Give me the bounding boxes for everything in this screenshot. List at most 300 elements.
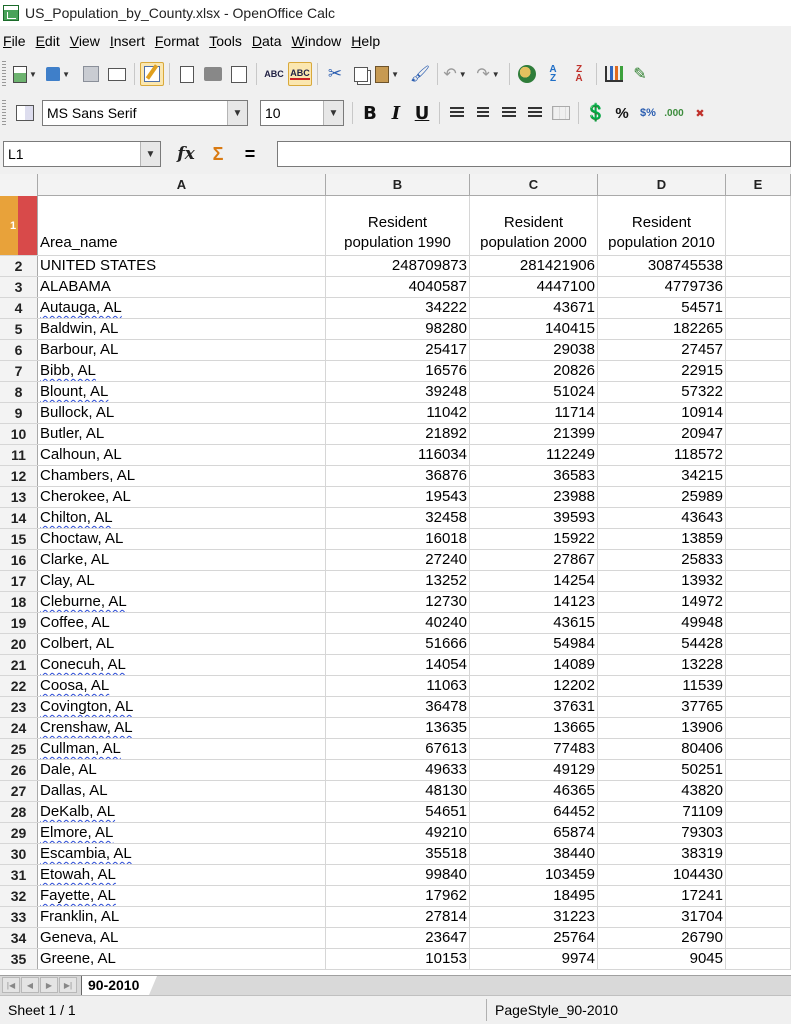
column-header-b[interactable]: B bbox=[326, 174, 470, 196]
save-icon bbox=[83, 66, 99, 82]
table-row bbox=[0, 445, 791, 466]
cell-pop-2010[interactable]: 13228 bbox=[598, 655, 726, 675]
underline-button[interactable]: U bbox=[414, 102, 430, 124]
table-header-row bbox=[0, 196, 791, 256]
cell-pop-2010[interactable]: 13859 bbox=[598, 529, 726, 549]
cell-pop-2000[interactable]: 12202 bbox=[470, 676, 598, 696]
empty-cell[interactable] bbox=[726, 277, 791, 297]
cell-pop-2000[interactable]: 38440 bbox=[470, 844, 598, 864]
cell-area-name[interactable]: Clay, AL bbox=[38, 571, 326, 591]
row-header[interactable]: 24 bbox=[0, 718, 38, 738]
page-preview-button[interactable] bbox=[227, 62, 251, 86]
row-header[interactable]: 34 bbox=[0, 928, 38, 948]
cell-pop-1990[interactable]: 27814 bbox=[326, 907, 470, 927]
align-center-button[interactable] bbox=[471, 101, 495, 125]
menu-window[interactable]: Window bbox=[291, 33, 342, 49]
empty-cell[interactable] bbox=[726, 613, 791, 633]
cell-pop-2010[interactable]: 50251 bbox=[598, 760, 726, 780]
cell-pop-2000[interactable]: 77483 bbox=[470, 739, 598, 759]
cell-pop-1990[interactable]: 12730 bbox=[326, 592, 470, 612]
printer-icon bbox=[204, 67, 222, 81]
row-header[interactable]: 28 bbox=[0, 802, 38, 822]
cell-pop-2000[interactable]: 65874 bbox=[470, 823, 598, 843]
undo-button[interactable] bbox=[443, 62, 467, 86]
cell-pop-1990[interactable]: 36876 bbox=[326, 466, 470, 486]
copy-button[interactable] bbox=[349, 62, 373, 86]
edit-file-button[interactable] bbox=[140, 62, 164, 86]
cell-pop-2000[interactable]: 64452 bbox=[470, 802, 598, 822]
sheet-tab-90-2010[interactable]: 90-2010 bbox=[81, 976, 149, 995]
cell-pop-2010[interactable]: 11539 bbox=[598, 676, 726, 696]
cell-pop-2000[interactable]: 29038 bbox=[470, 340, 598, 360]
cell-area-name[interactable]: Etowah, AL bbox=[38, 865, 326, 885]
cell-area-name[interactable]: Cherokee, AL bbox=[38, 487, 326, 507]
cell-pop-1990[interactable]: 40240 bbox=[326, 613, 470, 633]
row-header[interactable]: 31 bbox=[0, 865, 38, 885]
cell-pop-2010[interactable]: 10914 bbox=[598, 403, 726, 423]
justify-button[interactable] bbox=[523, 101, 547, 125]
cell-pop-2010[interactable]: 43820 bbox=[598, 781, 726, 801]
cell-pop-2010[interactable]: 38319 bbox=[598, 844, 726, 864]
cell-pop-1990[interactable]: 39248 bbox=[326, 382, 470, 402]
cell-pop-2010[interactable]: 25833 bbox=[598, 550, 726, 570]
header-cell-area-name[interactable]: Area_name bbox=[38, 196, 326, 255]
function-wizard-button[interactable] bbox=[173, 141, 199, 167]
cell-pop-1990[interactable]: 13252 bbox=[326, 571, 470, 591]
cell-area-name[interactable]: Franklin, AL bbox=[38, 907, 326, 927]
cell-pop-1990[interactable]: 25417 bbox=[326, 340, 470, 360]
row-header[interactable]: 3 bbox=[0, 277, 38, 297]
cell-pop-2010[interactable]: 31704 bbox=[598, 907, 726, 927]
row-header[interactable]: 32 bbox=[0, 886, 38, 906]
cell-area-name[interactable]: Autauga, AL bbox=[38, 298, 326, 318]
cell-pop-2010[interactable]: 27457 bbox=[598, 340, 726, 360]
cell-area-name[interactable]: Blount, AL bbox=[38, 382, 326, 402]
empty-cell[interactable] bbox=[726, 529, 791, 549]
chevron-down-icon[interactable]: ▼ bbox=[227, 101, 247, 125]
cell-pop-2000[interactable]: 112249 bbox=[470, 445, 598, 465]
sum-button[interactable] bbox=[205, 141, 231, 167]
row-header[interactable]: 13 bbox=[0, 487, 38, 507]
menu-tools[interactable]: Tools bbox=[209, 33, 242, 49]
cell-pop-1990[interactable]: 19543 bbox=[326, 487, 470, 507]
copy-icon bbox=[354, 67, 368, 82]
cell-area-name[interactable]: Dallas, AL bbox=[38, 781, 326, 801]
cell-pop-2000[interactable]: 20826 bbox=[470, 361, 598, 381]
row-header[interactable]: 27 bbox=[0, 781, 38, 801]
cell-area-name[interactable]: Covington, AL bbox=[38, 697, 326, 717]
cell-pop-1990[interactable]: 35518 bbox=[326, 844, 470, 864]
cell-pop-2000[interactable]: 51024 bbox=[470, 382, 598, 402]
menu-help[interactable]: Help bbox=[351, 33, 381, 49]
chevron-down-icon: ▼ bbox=[491, 69, 500, 79]
formula-input[interactable] bbox=[277, 141, 791, 167]
cell-area-name[interactable]: Fayette, AL bbox=[38, 886, 326, 906]
empty-cell[interactable] bbox=[726, 886, 791, 906]
cell-pop-2000[interactable]: 15922 bbox=[470, 529, 598, 549]
cell-pop-2010[interactable]: 9045 bbox=[598, 949, 726, 969]
standard-format-button[interactable] bbox=[636, 101, 660, 125]
first-sheet-button[interactable]: |◀ bbox=[2, 977, 20, 993]
cell-pop-2000[interactable]: 37631 bbox=[470, 697, 598, 717]
row-header[interactable]: 22 bbox=[0, 676, 38, 696]
cell-pop-2000[interactable]: 54984 bbox=[470, 634, 598, 654]
column-header-a[interactable]: A bbox=[38, 174, 326, 196]
clone-formatting-button[interactable] bbox=[408, 62, 432, 86]
empty-cell[interactable] bbox=[726, 739, 791, 759]
row-header[interactable]: 19 bbox=[0, 613, 38, 633]
font-name-combo[interactable] bbox=[42, 100, 248, 126]
cell-pop-2000[interactable]: 31223 bbox=[470, 907, 598, 927]
header-cell-pop-1990[interactable]: Resident population 1990 bbox=[326, 196, 470, 255]
cell-area-name[interactable]: Bibb, AL bbox=[38, 361, 326, 381]
cell-pop-1990[interactable]: 21892 bbox=[326, 424, 470, 444]
empty-cell[interactable] bbox=[726, 676, 791, 696]
cell-area-name[interactable]: Dale, AL bbox=[38, 760, 326, 780]
cell-pop-2000[interactable]: 140415 bbox=[470, 319, 598, 339]
cell-pop-2010[interactable]: 25989 bbox=[598, 487, 726, 507]
italic-button[interactable]: I bbox=[391, 102, 401, 124]
cell-pop-1990[interactable]: 49633 bbox=[326, 760, 470, 780]
cell-area-name[interactable]: Elmore, AL bbox=[38, 823, 326, 843]
empty-cell[interactable] bbox=[726, 781, 791, 801]
cell-pop-2010[interactable]: 54428 bbox=[598, 634, 726, 654]
cell-pop-2010[interactable]: 13906 bbox=[598, 718, 726, 738]
empty-cell[interactable] bbox=[726, 844, 791, 864]
menu-view[interactable]: View bbox=[69, 33, 100, 49]
table-row bbox=[0, 361, 791, 382]
select-all-corner[interactable] bbox=[0, 174, 38, 196]
cell-pop-1990[interactable]: 16018 bbox=[326, 529, 470, 549]
currency-icon: 💲 bbox=[585, 103, 607, 122]
cell-pop-2000[interactable]: 43615 bbox=[470, 613, 598, 633]
column-header-d[interactable]: D bbox=[598, 174, 726, 196]
cell-area-name[interactable]: Chambers, AL bbox=[38, 466, 326, 486]
row-header[interactable]: 9 bbox=[0, 403, 38, 423]
cell-pop-2000[interactable]: 11714 bbox=[470, 403, 598, 423]
cell-pop-1990[interactable]: 11063 bbox=[326, 676, 470, 696]
row-header[interactable]: 21 bbox=[0, 655, 38, 675]
print-button[interactable] bbox=[201, 62, 225, 86]
redo-button[interactable] bbox=[476, 62, 500, 86]
empty-cell[interactable] bbox=[726, 340, 791, 360]
empty-cell[interactable] bbox=[726, 382, 791, 402]
next-sheet-button[interactable]: ▶ bbox=[40, 977, 58, 993]
email-button[interactable] bbox=[105, 62, 129, 86]
empty-cell[interactable] bbox=[726, 445, 791, 465]
cell-pop-2000[interactable]: 21399 bbox=[470, 424, 598, 444]
cell-pop-1990[interactable]: 248709873 bbox=[326, 256, 470, 276]
row-header[interactable]: 12 bbox=[0, 466, 38, 486]
cell-pop-1990[interactable]: 98280 bbox=[326, 319, 470, 339]
empty-cell[interactable] bbox=[726, 571, 791, 591]
cell-pop-2010[interactable]: 182265 bbox=[598, 319, 726, 339]
cell-pop-1990[interactable]: 17962 bbox=[326, 886, 470, 906]
cell-pop-2010[interactable]: 118572 bbox=[598, 445, 726, 465]
row-header[interactable]: 16 bbox=[0, 550, 38, 570]
row-header[interactable]: 10 bbox=[0, 424, 38, 444]
header-cell-pop-2010[interactable]: Resident population 2010 bbox=[598, 196, 726, 255]
cell-pop-2000[interactable]: 25764 bbox=[470, 928, 598, 948]
align-right-button[interactable] bbox=[497, 101, 521, 125]
empty-cell[interactable] bbox=[726, 256, 791, 276]
cell-pop-1990[interactable]: 32458 bbox=[326, 508, 470, 528]
cell-area-name[interactable]: Choctaw, AL bbox=[38, 529, 326, 549]
cell-pop-1990[interactable]: 48130 bbox=[326, 781, 470, 801]
cell-pop-2010[interactable]: 104430 bbox=[598, 865, 726, 885]
table-row bbox=[0, 277, 791, 298]
empty-cell[interactable] bbox=[726, 550, 791, 570]
cell-pop-1990[interactable]: 116034 bbox=[326, 445, 470, 465]
cell-pop-2010[interactable]: 308745538 bbox=[598, 256, 726, 276]
cell-pop-1990[interactable]: 23647 bbox=[326, 928, 470, 948]
empty-cell[interactable] bbox=[726, 592, 791, 612]
sort-descending-button[interactable] bbox=[567, 62, 591, 86]
cell-area-name[interactable]: Conecuh, AL bbox=[38, 655, 326, 675]
cell-pop-2010[interactable]: 80406 bbox=[598, 739, 726, 759]
cell-pop-2000[interactable]: 14123 bbox=[470, 592, 598, 612]
bold-button[interactable]: B bbox=[363, 102, 377, 124]
cell-pop-2010[interactable]: 54571 bbox=[598, 298, 726, 318]
percent-format-button[interactable] bbox=[610, 101, 634, 125]
empty-cell[interactable] bbox=[726, 487, 791, 507]
cell-pop-2010[interactable]: 49948 bbox=[598, 613, 726, 633]
row-header[interactable]: 30 bbox=[0, 844, 38, 864]
row-header[interactable]: 20 bbox=[0, 634, 38, 654]
empty-cell[interactable] bbox=[726, 298, 791, 318]
table-row bbox=[0, 382, 791, 403]
delete-decimal-icon: ✖ bbox=[695, 107, 705, 120]
cell-pop-2010[interactable]: 4779736 bbox=[598, 277, 726, 297]
cell-pop-2000[interactable]: 4447100 bbox=[470, 277, 598, 297]
align-left-icon bbox=[450, 107, 464, 119]
cell-pop-1990[interactable]: 27240 bbox=[326, 550, 470, 570]
draw-functions-button[interactable] bbox=[628, 62, 652, 86]
status-page-style[interactable]: PageStyle_90-2010 bbox=[495, 1002, 618, 1018]
cell-area-name[interactable]: Butler, AL bbox=[38, 424, 326, 444]
cell-area-name[interactable]: Coosa, AL bbox=[38, 676, 326, 696]
cell-pop-2000[interactable]: 43671 bbox=[470, 298, 598, 318]
cell-area-name[interactable]: Cullman, AL bbox=[38, 739, 326, 759]
empty-cell[interactable] bbox=[726, 907, 791, 927]
cell-pop-2000[interactable]: 23988 bbox=[470, 487, 598, 507]
cell-pop-2000[interactable]: 281421906 bbox=[470, 256, 598, 276]
cell-pop-1990[interactable]: 16576 bbox=[326, 361, 470, 381]
cell-area-name[interactable]: Crenshaw, AL bbox=[38, 718, 326, 738]
cell-pop-2000[interactable]: 27867 bbox=[470, 550, 598, 570]
cell-pop-1990[interactable]: 11042 bbox=[326, 403, 470, 423]
insert-chart-button[interactable] bbox=[602, 62, 626, 86]
auto-spellcheck-icon: ABC bbox=[290, 68, 310, 78]
function-button[interactable] bbox=[237, 141, 263, 167]
cell-pop-1990[interactable]: 36478 bbox=[326, 697, 470, 717]
row-header[interactable]: 7 bbox=[0, 361, 38, 381]
grid-rows bbox=[0, 196, 791, 970]
header-cell-pop-2000[interactable]: Resident population 2000 bbox=[470, 196, 598, 255]
row-header[interactable]: 18 bbox=[0, 592, 38, 612]
column-header-c[interactable]: C bbox=[470, 174, 598, 196]
row-header[interactable]: 6 bbox=[0, 340, 38, 360]
cell-pop-2010[interactable]: 34215 bbox=[598, 466, 726, 486]
row-header[interactable]: 14 bbox=[0, 508, 38, 528]
cell-area-name[interactable]: ALABAMA bbox=[38, 277, 326, 297]
cell-area-name[interactable]: DeKalb, AL bbox=[38, 802, 326, 822]
cell-area-name[interactable]: Chilton, AL bbox=[38, 508, 326, 528]
cell-pop-2010[interactable]: 57322 bbox=[598, 382, 726, 402]
row-header[interactable]: 11 bbox=[0, 445, 38, 465]
empty-cell[interactable] bbox=[726, 865, 791, 885]
add-decimal-button[interactable] bbox=[662, 101, 686, 125]
cell-pop-1990[interactable]: 34222 bbox=[326, 298, 470, 318]
row-header[interactable]: 17 bbox=[0, 571, 38, 591]
row-header[interactable]: 1 bbox=[0, 196, 38, 255]
export-pdf-button[interactable] bbox=[175, 62, 199, 86]
align-left-button[interactable] bbox=[445, 101, 469, 125]
row-header[interactable]: 25 bbox=[0, 739, 38, 759]
toolbar-grip[interactable] bbox=[2, 100, 6, 126]
currency-format-button[interactable] bbox=[584, 101, 608, 125]
cell-pop-1990[interactable]: 4040587 bbox=[326, 277, 470, 297]
previous-sheet-button[interactable]: ◀ bbox=[21, 977, 39, 993]
navigator-button[interactable] bbox=[515, 62, 539, 86]
cell-pop-2010[interactable]: 22915 bbox=[598, 361, 726, 381]
cell-pop-2000[interactable]: 9974 bbox=[470, 949, 598, 969]
merge-cells-button[interactable] bbox=[549, 101, 573, 125]
empty-cell[interactable] bbox=[726, 361, 791, 381]
cell-pop-2000[interactable]: 18495 bbox=[470, 886, 598, 906]
cell-pop-2000[interactable]: 14254 bbox=[470, 571, 598, 591]
empty-cell[interactable] bbox=[726, 760, 791, 780]
row-header[interactable]: 26 bbox=[0, 760, 38, 780]
empty-cell[interactable] bbox=[726, 403, 791, 423]
spreadsheet-grid[interactable] bbox=[0, 174, 791, 975]
empty-cell[interactable] bbox=[726, 802, 791, 822]
cell-pop-1990[interactable]: 10153 bbox=[326, 949, 470, 969]
column-header-e[interactable]: E bbox=[726, 174, 791, 196]
table-row bbox=[0, 508, 791, 529]
cell-area-name[interactable]: Cleburne, AL bbox=[38, 592, 326, 612]
menu-file[interactable]: File bbox=[3, 33, 26, 49]
cell-pop-2010[interactable]: 79303 bbox=[598, 823, 726, 843]
cell-pop-2000[interactable]: 103459 bbox=[470, 865, 598, 885]
cell-area-name[interactable]: UNITED STATES bbox=[38, 256, 326, 276]
save-button[interactable] bbox=[79, 62, 103, 86]
menu-edit[interactable]: Edit bbox=[35, 33, 60, 49]
cell-area-name[interactable]: Barbour, AL bbox=[38, 340, 326, 360]
last-sheet-button[interactable]: ▶| bbox=[59, 977, 77, 993]
cell-pop-2000[interactable]: 13665 bbox=[470, 718, 598, 738]
auto-spellcheck-button[interactable] bbox=[288, 62, 312, 86]
empty-cell[interactable] bbox=[726, 949, 791, 969]
styles-button[interactable] bbox=[13, 101, 37, 125]
empty-cell[interactable] bbox=[726, 697, 791, 717]
spellcheck-button[interactable] bbox=[262, 62, 286, 86]
empty-cell[interactable] bbox=[726, 718, 791, 738]
row-header[interactable]: 8 bbox=[0, 382, 38, 402]
table-row bbox=[0, 613, 791, 634]
empty-cell[interactable] bbox=[726, 424, 791, 444]
empty-cell[interactable] bbox=[726, 508, 791, 528]
cell-pop-1990[interactable]: 13635 bbox=[326, 718, 470, 738]
cell-area-name[interactable]: Greene, AL bbox=[38, 949, 326, 969]
cell-pop-1990[interactable]: 51666 bbox=[326, 634, 470, 654]
clipboard-icon bbox=[375, 66, 389, 83]
cell-pop-2010[interactable]: 71109 bbox=[598, 802, 726, 822]
empty-cell[interactable] bbox=[726, 319, 791, 339]
row-header[interactable]: 29 bbox=[0, 823, 38, 843]
cell-area-name[interactable]: Geneva, AL bbox=[38, 928, 326, 948]
cell-pop-2010[interactable]: 20947 bbox=[598, 424, 726, 444]
cell-pop-1990[interactable]: 67613 bbox=[326, 739, 470, 759]
chevron-down-icon[interactable]: ▼ bbox=[323, 101, 343, 125]
cell-pop-2000[interactable]: 39593 bbox=[470, 508, 598, 528]
delete-decimal-button[interactable] bbox=[688, 101, 712, 125]
row-header[interactable]: 35 bbox=[0, 949, 38, 969]
cell-pop-2000[interactable]: 36583 bbox=[470, 466, 598, 486]
menu-bar bbox=[0, 28, 791, 54]
cell-pop-2010[interactable]: 13932 bbox=[598, 571, 726, 591]
table-row bbox=[0, 319, 791, 340]
open-button[interactable] bbox=[46, 62, 70, 86]
row-header[interactable]: 4 bbox=[0, 298, 38, 318]
cell-area-name[interactable]: Escambia, AL bbox=[38, 844, 326, 864]
empty-cell[interactable] bbox=[726, 655, 791, 675]
empty-cell[interactable] bbox=[726, 928, 791, 948]
table-row bbox=[0, 298, 791, 319]
cell-pop-1990[interactable]: 49210 bbox=[326, 823, 470, 843]
cell-area-name[interactable]: Baldwin, AL bbox=[38, 319, 326, 339]
cell-pop-2010[interactable]: 37765 bbox=[598, 697, 726, 717]
cell-pop-2010[interactable]: 17241 bbox=[598, 886, 726, 906]
menu-data[interactable]: Data bbox=[251, 33, 282, 49]
cell-pop-2000[interactable]: 14089 bbox=[470, 655, 598, 675]
cell-pop-2010[interactable]: 26790 bbox=[598, 928, 726, 948]
font-size-combo[interactable] bbox=[260, 100, 344, 126]
chevron-down-icon[interactable]: ▼ bbox=[140, 142, 160, 166]
row-header[interactable]: 23 bbox=[0, 697, 38, 717]
cell-area-name[interactable]: Bullock, AL bbox=[38, 403, 326, 423]
cell-area-name[interactable]: Calhoun, AL bbox=[38, 445, 326, 465]
cell-pop-2010[interactable]: 14972 bbox=[598, 592, 726, 612]
new-document-button[interactable] bbox=[13, 62, 37, 86]
row-header[interactable]: 5 bbox=[0, 319, 38, 339]
empty-cell[interactable] bbox=[726, 196, 791, 255]
cell-pop-2000[interactable]: 46365 bbox=[470, 781, 598, 801]
row-header[interactable]: 15 bbox=[0, 529, 38, 549]
table-row bbox=[0, 907, 791, 928]
paste-button[interactable] bbox=[375, 62, 399, 86]
row-header[interactable]: 2 bbox=[0, 256, 38, 276]
toolbar-grip[interactable] bbox=[2, 61, 6, 87]
sort-ascending-button[interactable] bbox=[541, 62, 565, 86]
cell-pop-1990[interactable]: 99840 bbox=[326, 865, 470, 885]
cut-button[interactable] bbox=[323, 62, 347, 86]
cell-area-name[interactable]: Colbert, AL bbox=[38, 634, 326, 654]
cell-pop-1990[interactable]: 14054 bbox=[326, 655, 470, 675]
row-header[interactable]: 33 bbox=[0, 907, 38, 927]
cell-area-name[interactable]: Clarke, AL bbox=[38, 550, 326, 570]
empty-cell[interactable] bbox=[726, 466, 791, 486]
menu-insert[interactable]: Insert bbox=[109, 33, 145, 49]
menu-format[interactable]: Format bbox=[154, 33, 200, 49]
empty-cell[interactable] bbox=[726, 823, 791, 843]
empty-cell[interactable] bbox=[726, 634, 791, 654]
name-box[interactable] bbox=[3, 141, 161, 167]
cell-pop-2000[interactable]: 49129 bbox=[470, 760, 598, 780]
cell-pop-1990[interactable]: 54651 bbox=[326, 802, 470, 822]
cell-area-name[interactable]: Coffee, AL bbox=[38, 613, 326, 633]
cell-pop-2010[interactable]: 43643 bbox=[598, 508, 726, 528]
